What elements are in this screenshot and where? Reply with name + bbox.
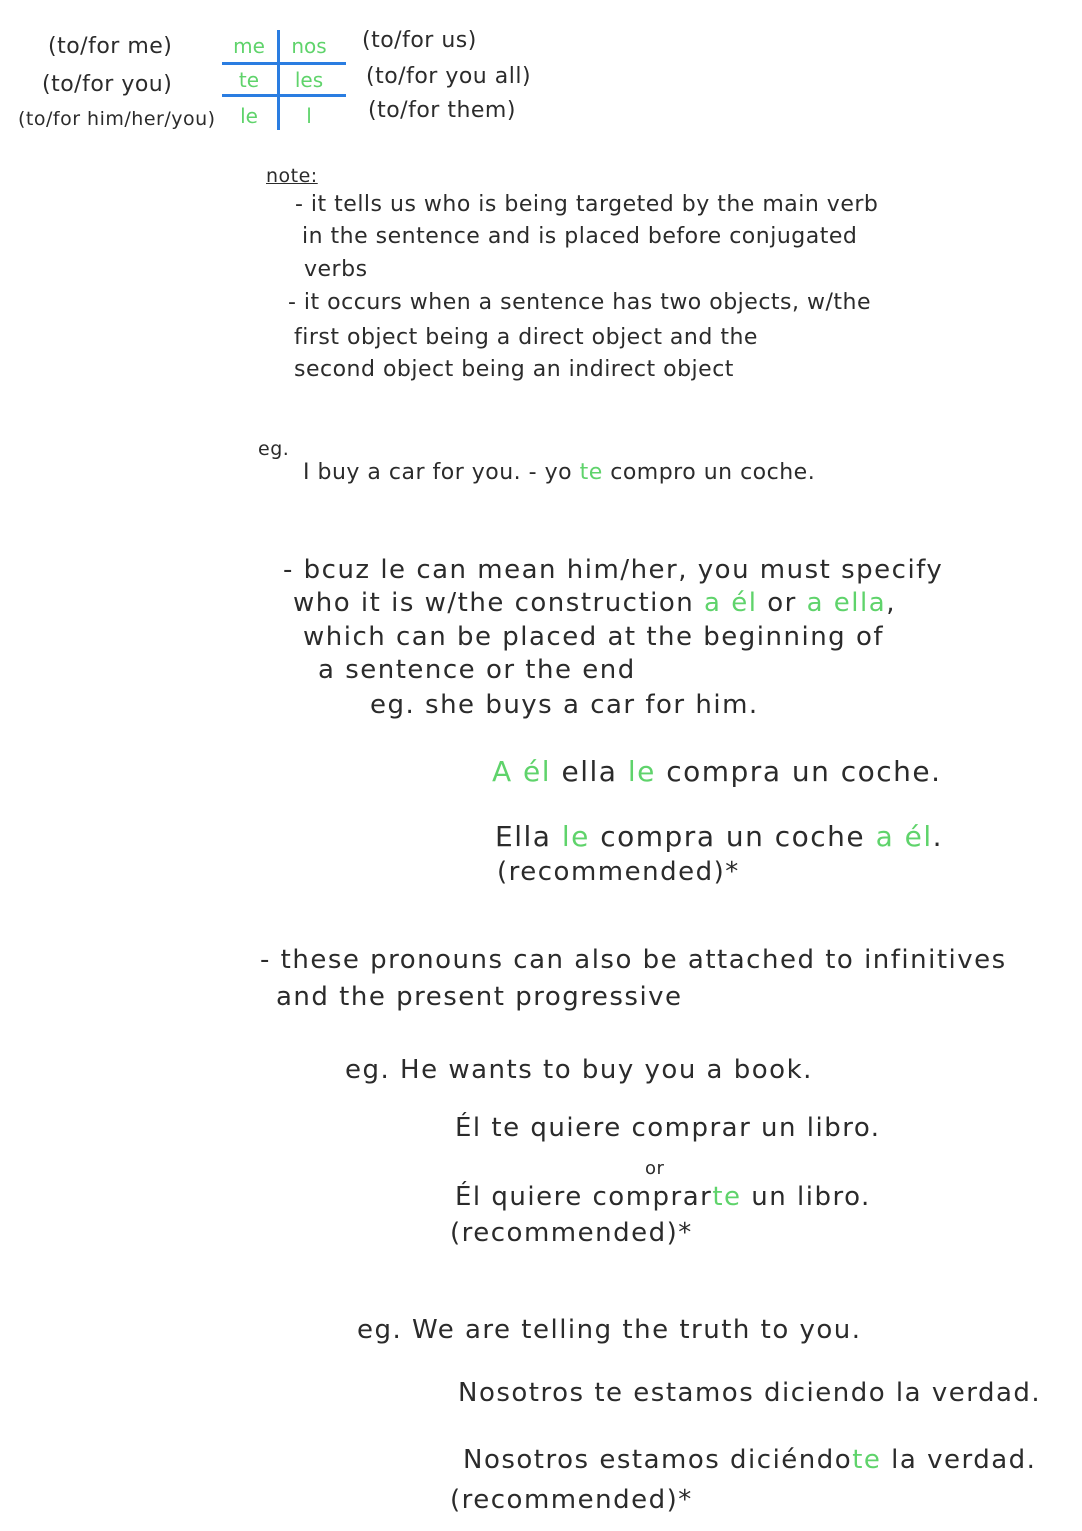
recommended-note: (recommended)* — [450, 1218, 693, 1248]
text: . — [932, 820, 944, 853]
spanish-sentence: Él te quiere comprar un libro. — [455, 1113, 881, 1143]
text: la verdad. — [881, 1445, 1037, 1475]
note-line: verbs — [304, 257, 368, 282]
eg-label: eg. — [258, 438, 290, 460]
pronoun-highlight: le — [627, 755, 656, 788]
spanish-sentence: Nosotros te estamos diciendo la verdad. — [458, 1378, 1042, 1408]
spanish-sentence — [495, 820, 943, 853]
spanish-sentence — [492, 755, 942, 788]
attach-line: and the present progressive — [276, 982, 683, 1012]
pronoun-highlight: a él — [704, 588, 758, 618]
or-label: or — [645, 1158, 665, 1179]
table-divider — [222, 94, 346, 97]
bcuz-line — [293, 588, 896, 618]
example-sentence — [303, 460, 815, 485]
text: Nosotros estamos diciéndo — [463, 1445, 853, 1475]
spanish-sentence — [455, 1182, 871, 1212]
text: compra un coche — [589, 820, 876, 853]
label-to-for-him-her-you: (to/for him/her/you) — [18, 108, 216, 130]
pronoun-highlight: a él — [875, 820, 933, 853]
cell-me: me — [233, 34, 265, 58]
recommended-note: (recommended)* — [497, 857, 740, 887]
pronoun-table — [222, 30, 346, 132]
note-line: - it tells us who is being targeted by the main verb — [295, 192, 879, 217]
pronoun-highlight: te — [712, 1182, 742, 1212]
english-text: I buy a car for you. - — [303, 460, 545, 485]
text: or — [757, 588, 807, 618]
pronoun-highlight: A él — [492, 755, 552, 788]
attach-example: eg. We are telling the truth to you. — [357, 1315, 862, 1345]
text: , — [886, 588, 896, 618]
note-line: in the sentence and is placed before conjugated — [302, 224, 858, 249]
pronoun-highlight: a ella — [806, 588, 887, 618]
note-line: first object being a direct object and the — [294, 325, 758, 350]
text: un libro. — [741, 1182, 871, 1212]
bcuz-example: eg. she buys a car for him. — [370, 690, 759, 720]
pronoun-highlight: te — [579, 460, 603, 485]
text: compra un coche. — [655, 755, 942, 788]
text: Él quiere comprar — [455, 1182, 713, 1212]
note-heading: note: — [266, 165, 318, 187]
spanish-sentence — [463, 1445, 1036, 1475]
text: who it is w/the construction — [293, 588, 705, 618]
label-to-for-us: (to/for us) — [362, 28, 477, 53]
recommended-note: (recommended)* — [450, 1485, 693, 1515]
label-to-for-you: (to/for you) — [42, 72, 173, 97]
text: Ella — [495, 820, 562, 853]
cell-les: les — [294, 68, 324, 92]
table-divider — [222, 62, 346, 65]
bcuz-line: - bcuz le can mean him/her, you must specify — [283, 555, 944, 585]
label-to-for-me: (to/for me) — [48, 34, 173, 59]
spanish-text: yo — [544, 460, 580, 485]
cell-te: te — [238, 68, 260, 92]
cell-l: l — [306, 104, 312, 128]
text: ella — [551, 755, 628, 788]
bcuz-line: which can be placed at the beginning of — [303, 622, 885, 652]
attach-line: - these pronouns can also be attached to infinitives — [260, 945, 1007, 975]
pronoun-highlight: le — [561, 820, 590, 853]
note-line: - it occurs when a sentence has two objects, w/the — [288, 290, 872, 315]
table-divider — [277, 30, 280, 130]
pronoun-highlight: te — [852, 1445, 882, 1475]
cell-nos: nos — [291, 34, 327, 58]
note-line: second object being an indirect object — [294, 357, 734, 382]
label-to-for-them: (to/for them) — [368, 98, 516, 123]
bcuz-line: a sentence or the end — [318, 655, 636, 685]
attach-example: eg. He wants to buy you a book. — [345, 1055, 813, 1085]
label-to-for-you-all: (to/for you all) — [366, 64, 532, 89]
cell-le: le — [240, 104, 258, 128]
spanish-text: compro un coche. — [602, 460, 816, 485]
